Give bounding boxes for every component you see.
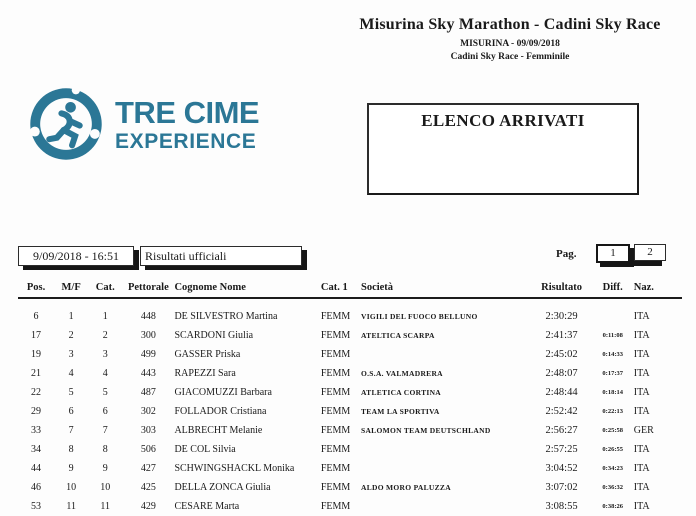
cell-societa: O.S.A. VALMADRERA bbox=[360, 369, 443, 378]
page-label: Pag. bbox=[556, 248, 577, 260]
cell-naz: ITA bbox=[633, 501, 650, 512]
col-naz: Naz. bbox=[634, 282, 682, 298]
cell-cat1: FEMM bbox=[320, 501, 351, 512]
cell-cat1: FEMM bbox=[320, 387, 351, 398]
cell-mf: 1 bbox=[68, 311, 74, 322]
cell-cat: 4 bbox=[102, 368, 108, 379]
cell-societa: ATELTICA SCARPA bbox=[360, 331, 435, 340]
cell-cat1: FEMM bbox=[320, 444, 351, 455]
cell-mf: 7 bbox=[68, 425, 74, 436]
cell-mf: 11 bbox=[66, 501, 76, 512]
cell-risultato: 3:07:02 bbox=[545, 482, 578, 493]
cell-pos: 6 bbox=[33, 311, 39, 322]
cell-cognome-nome: DE SILVESTRO Martina bbox=[174, 311, 278, 322]
cell-societa bbox=[361, 440, 532, 459]
cell-mf: 9 bbox=[68, 463, 74, 474]
cell-risultato: 3:04:52 bbox=[545, 463, 578, 474]
cell-cat1: FEMM bbox=[320, 349, 351, 360]
cell-pettorale: 429 bbox=[140, 501, 156, 512]
tre-cime-logo bbox=[28, 86, 259, 162]
cell-cat: 8 bbox=[102, 444, 108, 455]
col-societa: Società bbox=[361, 282, 532, 298]
cell-societa: ALDO MORO PALUZZA bbox=[360, 483, 451, 492]
logo-line2: EXPERIENCE bbox=[115, 129, 257, 153]
cell-cat: 9 bbox=[102, 463, 108, 474]
page-button-1[interactable]: 1 bbox=[596, 244, 630, 263]
arrivals-banner bbox=[367, 103, 639, 195]
cell-diff: 0:34:23 bbox=[602, 465, 624, 472]
table-row bbox=[18, 307, 682, 326]
cell-cat: 10 bbox=[100, 482, 111, 493]
cell-cat: 11 bbox=[100, 501, 111, 512]
cell-risultato: 2:48:44 bbox=[545, 387, 578, 398]
cell-pos: 53 bbox=[31, 501, 42, 512]
cell-naz: ITA bbox=[633, 406, 650, 417]
cell-cat: 3 bbox=[102, 349, 108, 360]
table-row bbox=[18, 326, 682, 345]
cell-diff: 0:38:26 bbox=[602, 503, 624, 510]
cell-cat1: FEMM bbox=[320, 425, 351, 436]
race-category: Cadini Sky Race - Femminile bbox=[450, 52, 570, 62]
cell-naz: ITA bbox=[633, 330, 650, 341]
cell-pos: 33 bbox=[31, 425, 42, 436]
cell-pos: 29 bbox=[31, 406, 42, 417]
cell-societa bbox=[361, 345, 532, 364]
cell-diff: 0:14:33 bbox=[602, 351, 624, 358]
cell-risultato: 2:56:27 bbox=[545, 425, 578, 436]
cell-cat: 6 bbox=[102, 406, 108, 417]
col-pos: Pos. bbox=[18, 282, 54, 298]
cell-cognome-nome: GIACOMUZZI Barbara bbox=[174, 387, 272, 398]
cell-risultato: 3:08:55 bbox=[545, 501, 578, 512]
event-header bbox=[330, 16, 690, 62]
cell-societa bbox=[361, 459, 532, 478]
results-status-box: Risultati ufficiali bbox=[140, 246, 302, 266]
cell-cognome-nome: GASSER Priska bbox=[174, 349, 241, 360]
page-title: Misurina Sky Marathon - Cadini Sky Race bbox=[359, 16, 661, 33]
cell-pos: 22 bbox=[31, 387, 42, 398]
cell-societa: ATLETICA CORTINA bbox=[360, 388, 442, 397]
cell-mf: 2 bbox=[68, 330, 74, 341]
cell-mf: 10 bbox=[66, 482, 77, 493]
cell-mf: 5 bbox=[68, 387, 74, 398]
table-row bbox=[18, 345, 682, 364]
table-row bbox=[18, 478, 682, 497]
cell-naz: ITA bbox=[633, 482, 650, 493]
cell-cognome-nome: FOLLADOR Cristiana bbox=[174, 406, 267, 417]
cell-cat1: FEMM bbox=[320, 368, 351, 379]
cell-cognome-nome: ALBRECHT Melanie bbox=[174, 425, 263, 436]
cell-mf: 8 bbox=[68, 444, 74, 455]
table-row bbox=[18, 383, 682, 402]
cell-mf: 3 bbox=[68, 349, 74, 360]
cell-naz: ITA bbox=[633, 463, 650, 474]
cell-mf: 4 bbox=[68, 368, 74, 379]
cell-cat: 5 bbox=[102, 387, 108, 398]
cell-societa: VIGILI DEL FUOCO BELLUNO bbox=[360, 312, 478, 321]
cell-risultato: 2:41:37 bbox=[545, 330, 578, 341]
cell-societa: SALOMON TEAM DEUTSCHLAND bbox=[360, 426, 491, 435]
cell-pettorale: 506 bbox=[140, 444, 156, 455]
cell-mf: 6 bbox=[68, 406, 74, 417]
table-row bbox=[18, 440, 682, 459]
cell-cat1: FEMM bbox=[320, 330, 351, 341]
cell-pos: 44 bbox=[31, 463, 42, 474]
arrivals-banner-title: ELENCO ARRIVATI bbox=[421, 111, 585, 130]
cell-risultato: 2:57:25 bbox=[545, 444, 578, 455]
cell-cognome-nome: CESARE Marta bbox=[174, 501, 240, 512]
cell-naz: ITA bbox=[633, 368, 650, 379]
cell-cat: 2 bbox=[102, 330, 108, 341]
col-cat: Cat. bbox=[88, 282, 122, 298]
cell-diff: 0:22:13 bbox=[602, 408, 624, 415]
cell-naz: ITA bbox=[633, 387, 650, 398]
table-header-row bbox=[18, 282, 682, 298]
cell-pettorale: 448 bbox=[140, 311, 156, 322]
cell-pos: 46 bbox=[31, 482, 42, 493]
cell-pettorale: 300 bbox=[140, 330, 156, 341]
cell-risultato: 2:45:02 bbox=[545, 349, 578, 360]
cell-pettorale: 302 bbox=[140, 406, 156, 417]
cell-naz: ITA bbox=[633, 444, 650, 455]
cell-diff: 0:26:55 bbox=[602, 446, 624, 453]
cell-diff: 0:11:08 bbox=[602, 332, 623, 339]
col-mf: M/F bbox=[54, 282, 88, 298]
cell-cat1: FEMM bbox=[320, 463, 351, 474]
col-risultato: Risultato bbox=[531, 282, 591, 298]
cell-diff: 0:36:32 bbox=[602, 484, 624, 491]
cell-cat1: FEMM bbox=[320, 482, 351, 493]
cell-naz: ITA bbox=[633, 311, 650, 322]
cell-risultato: 2:48:07 bbox=[545, 368, 578, 379]
table-row bbox=[18, 497, 682, 516]
col-diff: Diff. bbox=[592, 282, 634, 298]
logo-text bbox=[115, 94, 260, 153]
event-location-date: MISURINA - 09/09/2018 bbox=[460, 39, 560, 49]
cell-naz: GER bbox=[633, 425, 654, 436]
table-row bbox=[18, 402, 682, 421]
cell-pos: 19 bbox=[31, 349, 42, 360]
cell-pettorale: 425 bbox=[140, 482, 156, 493]
cell-pos: 34 bbox=[31, 444, 42, 455]
cell-diff: 0:17:37 bbox=[602, 370, 624, 377]
col-cognome-nome: Cognome Nome bbox=[174, 282, 320, 298]
cell-cognome-nome: SCARDONI Giulia bbox=[174, 330, 254, 341]
cell-risultato: 2:52:42 bbox=[545, 406, 578, 417]
cell-diff: 0:25:58 bbox=[602, 427, 624, 434]
cell-cat1: FEMM bbox=[320, 406, 351, 417]
cell-diff bbox=[592, 307, 634, 326]
cell-pos: 17 bbox=[31, 330, 42, 341]
results-body bbox=[18, 298, 682, 516]
table-row bbox=[18, 459, 682, 478]
cell-cognome-nome: DE COL Silvia bbox=[174, 444, 236, 455]
cell-risultato: 2:30:29 bbox=[545, 311, 578, 322]
page-button-2[interactable]: 2 bbox=[634, 244, 666, 261]
logo-line1: TRE CIME bbox=[115, 94, 260, 130]
cell-cat: 7 bbox=[102, 425, 108, 436]
cell-diff: 0:18:14 bbox=[602, 389, 624, 396]
table-row bbox=[18, 364, 682, 383]
col-cat1: Cat. 1 bbox=[321, 282, 361, 298]
runner-icon bbox=[28, 86, 104, 162]
table-row bbox=[18, 421, 682, 440]
cell-naz: ITA bbox=[633, 349, 650, 360]
cell-societa: TEAM LA SPORTIVA bbox=[360, 407, 440, 416]
cell-pettorale: 303 bbox=[140, 425, 156, 436]
cell-pettorale: 427 bbox=[140, 463, 156, 474]
cell-pettorale: 443 bbox=[140, 368, 156, 379]
cell-cognome-nome: DELLA ZONCA Giulia bbox=[174, 482, 271, 493]
cell-cat1: FEMM bbox=[320, 311, 351, 322]
results-table bbox=[18, 282, 682, 516]
cell-cognome-nome: SCHWINGSHACKL Monika bbox=[174, 463, 295, 474]
cell-pettorale: 499 bbox=[140, 349, 156, 360]
cell-pettorale: 487 bbox=[140, 387, 156, 398]
cell-pos: 21 bbox=[31, 368, 42, 379]
cell-cat: 1 bbox=[102, 311, 108, 322]
col-pettorale: Pettorale bbox=[122, 282, 174, 298]
datetime-box: 9/09/2018 - 16:51 bbox=[18, 246, 134, 266]
cell-cognome-nome: RAPEZZI Sara bbox=[174, 368, 236, 379]
cell-societa bbox=[361, 497, 532, 516]
